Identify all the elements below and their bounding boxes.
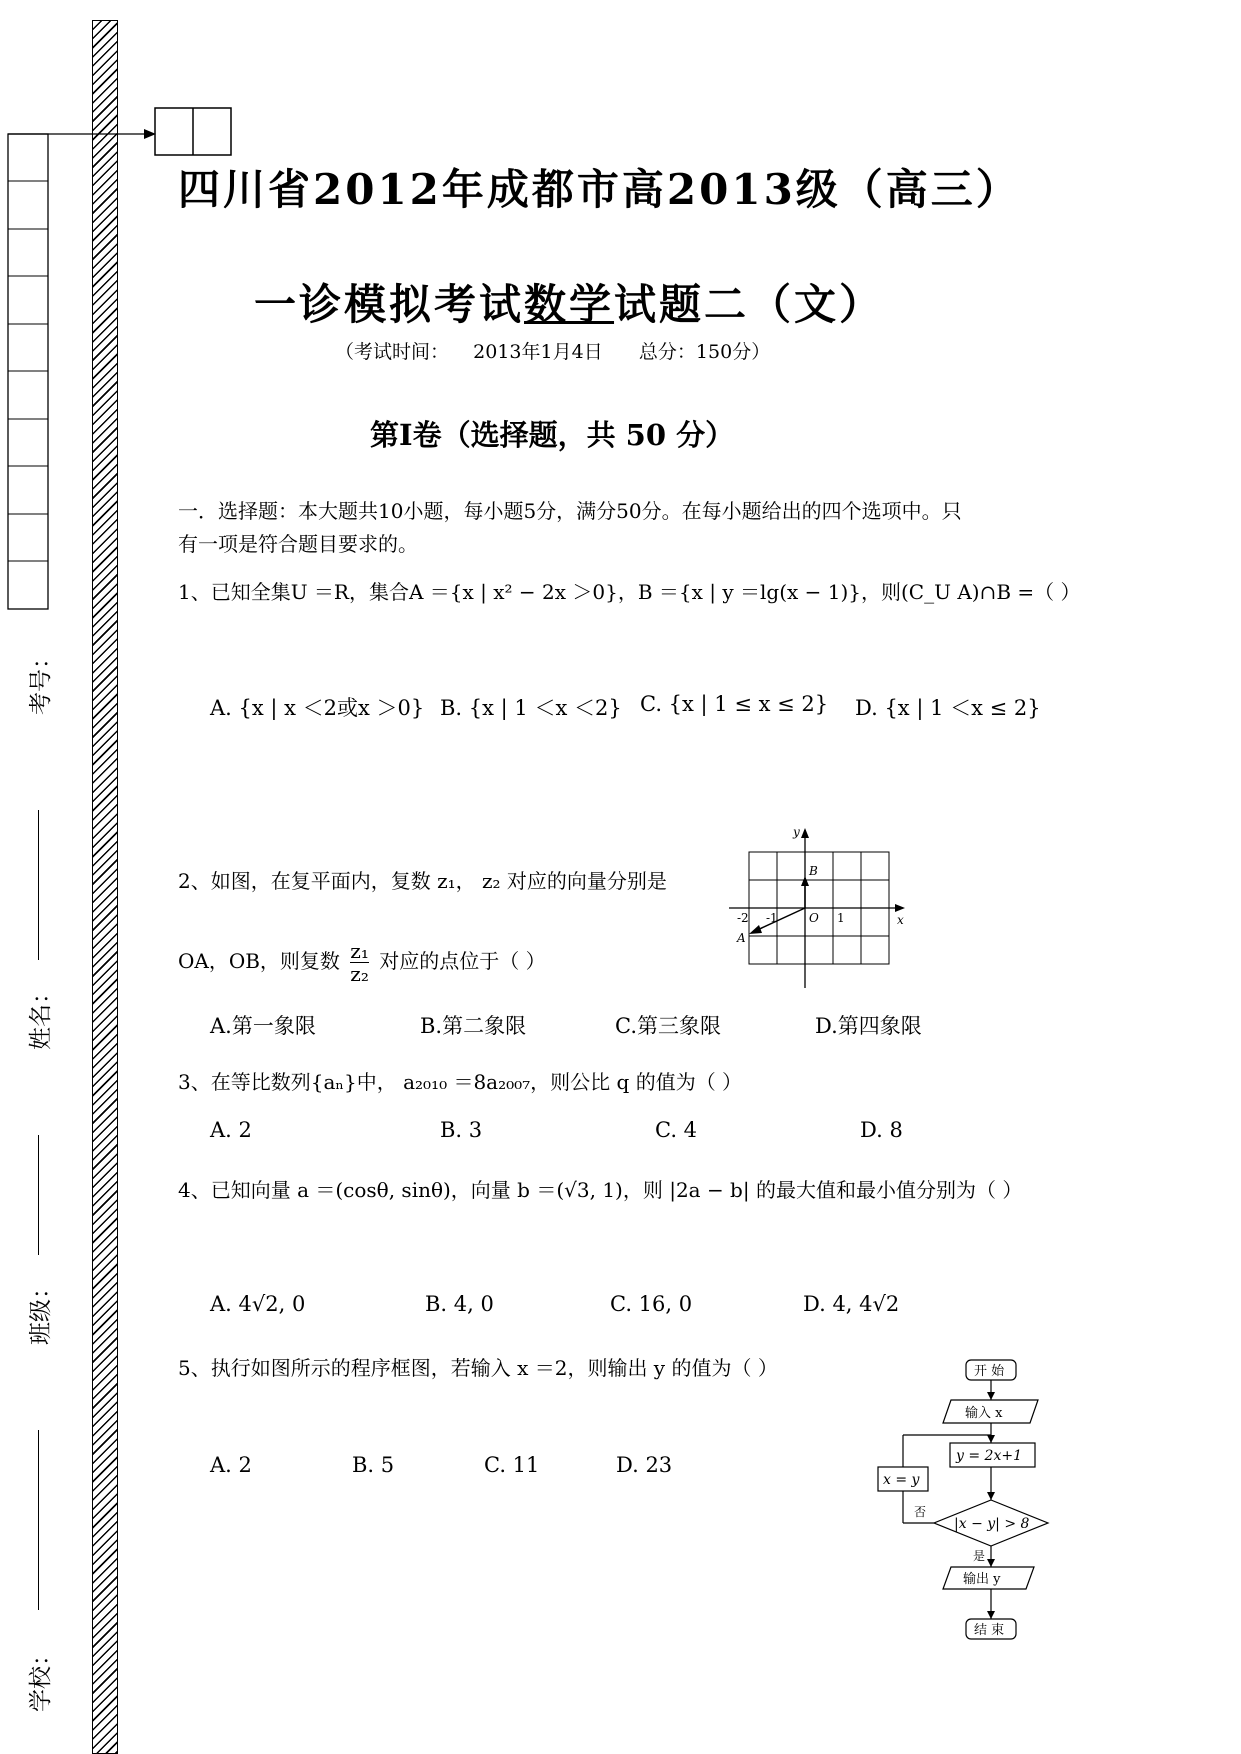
complex-plane-figure (725, 820, 905, 1000)
question-2-option-a: A.第一象限 (210, 1014, 316, 1038)
section-title: 第Ⅰ卷（选择题，共 50 分） (370, 418, 735, 452)
question-3-option-c: C. 4 (655, 1118, 698, 1142)
point-b-label: B (809, 864, 818, 878)
flow-output-label: 输出 y (963, 1572, 1001, 1587)
question-3-option-a: A. 2 (210, 1118, 252, 1142)
flow-yes-label: 是 (973, 1549, 986, 1563)
question-5-option-d: D. 23 (616, 1453, 673, 1477)
flow-input-label: 输入 x (965, 1406, 1003, 1421)
instructions-line2: 有一项是符合题目要求的。 (178, 532, 418, 556)
question-5-stem: 5、执行如图所示的程序框图，若输入 x ＝2，则输出 y 的值为（ ） (178, 1356, 778, 1380)
question-5-option-a: A. 2 (210, 1453, 252, 1477)
question-5-option-c: C. 11 (484, 1453, 540, 1477)
y-axis-label: y (793, 825, 800, 839)
x-axis-label: x (897, 913, 904, 927)
question-2-option-c: C.第三象限 (615, 1014, 721, 1038)
question-1-option-c: C. {x | 1 ≤ x ≤ 2} (640, 692, 829, 716)
flow-assign-label: x = y (883, 1472, 920, 1488)
question-2-stem-line2: OA，OB，则复数 $\frac{\text{z₁}}{\text{z₂}}$ 对应的点位于（ ） (178, 939, 546, 986)
name-blank-line (38, 810, 39, 960)
exam-title-line1: 四川省2012年成都市高2013级（高三） (178, 165, 1021, 214)
question-2-option-d: D.第四象限 (815, 1014, 922, 1038)
question-3-option-b: B. 3 (440, 1118, 483, 1142)
origin-label: O (809, 911, 819, 925)
question-4-option-b: B. 4, 0 (425, 1292, 494, 1316)
flow-end-label: 结 束 (974, 1623, 1005, 1638)
question-3-stem: 3、在等比数列{aₙ}中， a₂₀₁₀ ＝8a₂₀₀₇，则公比 q 的值为（ ） (178, 1070, 743, 1094)
question-1-option-d: D. {x | 1 ＜x ≤ 2} (855, 696, 1041, 720)
exam-number-grid (8, 134, 48, 609)
program-flowchart (870, 1355, 1060, 1645)
tick-minus-2: -2 (737, 911, 749, 925)
question-4-option-a: A. 4√2, 0 (210, 1292, 306, 1316)
question-4-option-c: C. 16, 0 (610, 1292, 693, 1316)
exam-info: （考试时间： 2013年1月4日 总分：150分） (335, 341, 771, 363)
tick-minus-1: -1 (766, 911, 778, 925)
name-label: 姓名： (28, 981, 54, 1050)
question-2-option-b: B.第二象限 (420, 1014, 527, 1038)
flow-no-label: 否 (914, 1505, 927, 1519)
school-blank-line (38, 1430, 39, 1610)
tick-1: 1 (837, 911, 845, 925)
question-1-option-b: B. {x | 1 ＜x ＜2} (440, 696, 622, 720)
flow-start-label: 开 始 (974, 1364, 1005, 1379)
question-4-stem: 4、已知向量 a ＝(cosθ, sinθ)，向量 b ＝(√3, 1)，则 |2a − b| 的最大值和最小值分别为（ ） (178, 1178, 1023, 1202)
question-1-option-a: A. {x | x ＜2或x ＞0} (210, 696, 425, 720)
question-2-stem-line1: 2、如图，在复平面内，复数 z₁， z₂ 对应的向量分别是 (178, 869, 667, 893)
point-a-label: A (737, 931, 746, 945)
question-3-option-d: D. 8 (860, 1118, 903, 1142)
question-4-option-d: D. 4, 4√2 (803, 1292, 900, 1316)
flow-process-label: y = 2x+1 (956, 1448, 1022, 1464)
question-5-option-b: B. 5 (352, 1453, 395, 1477)
exam-number-label: 考号： (28, 646, 54, 715)
class-label: 班级： (28, 1276, 54, 1345)
question-1-stem: 1、已知全集U ＝R，集合A ＝{x | x² − 2x ＞0}，B ＝{x | y ＝lg(x − 1)}，则(C_U A)∩B =（ ） (178, 580, 1081, 604)
subject-name: 数学 (524, 280, 615, 329)
seat-number-boxes (0, 0, 240, 620)
exam-title-line2: 一诊模拟考试数学试题二（文） (254, 280, 885, 329)
school-label: 学校： (28, 1643, 54, 1712)
class-blank-line (38, 1135, 39, 1255)
flow-decision-label: |x − y| > 8 (954, 1516, 1030, 1532)
instructions-line1: 一．选择题：本大题共10小题，每小题5分，满分50分。在每小题给出的四个选项中。只 (178, 499, 962, 523)
